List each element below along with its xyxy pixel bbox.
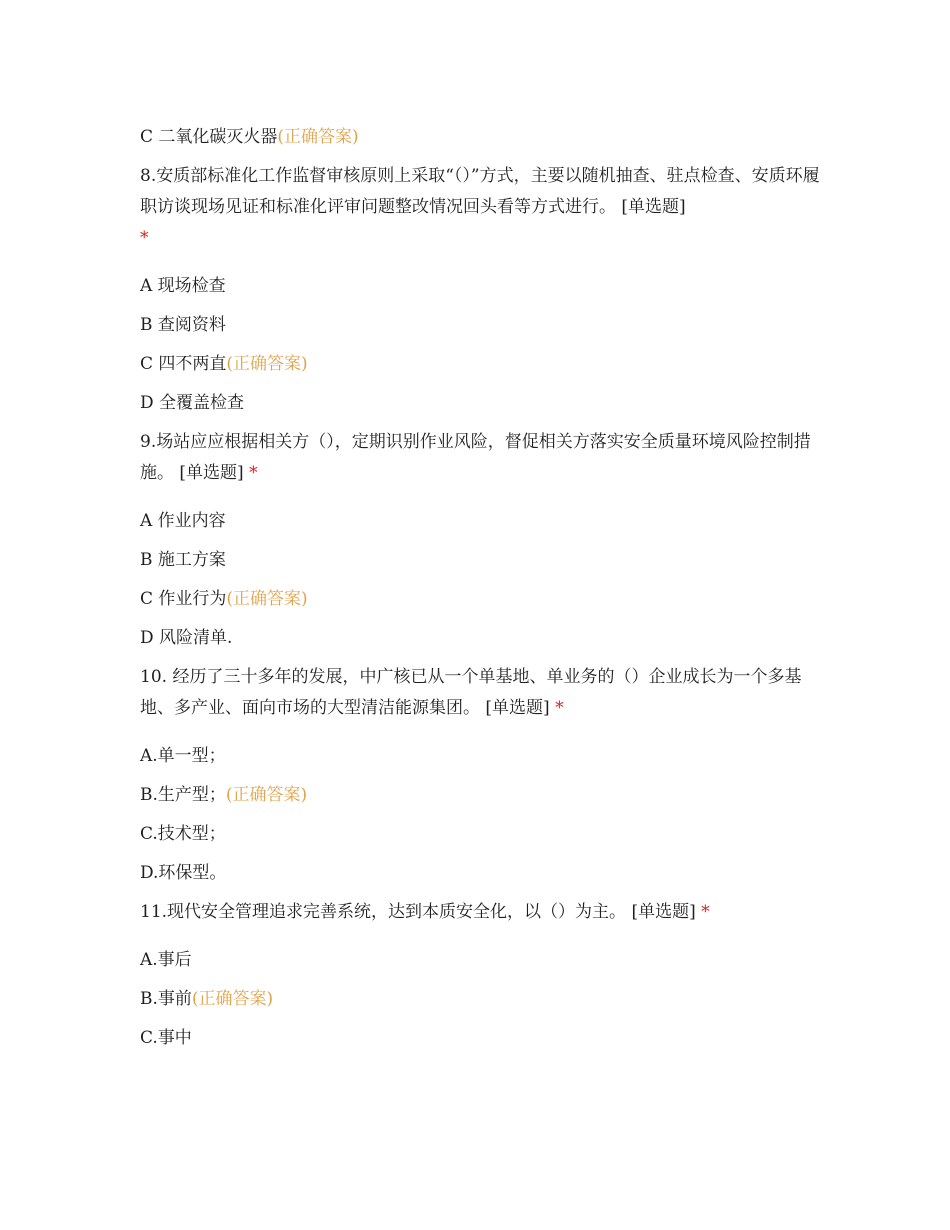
option-text: B.生产型； bbox=[140, 785, 226, 805]
question-9 bbox=[140, 427, 820, 489]
correct-answer-label: (正确答案) bbox=[277, 127, 359, 147]
document-page bbox=[140, 122, 820, 1062]
option-a bbox=[140, 271, 820, 302]
option-text: A 作业内容 bbox=[140, 511, 226, 531]
question-text: 9.场站应应根据相关方（），定期识别作业风险，督促相关方落实安全质量环境风险控制措施。 bbox=[140, 432, 811, 483]
question-8 bbox=[140, 161, 820, 254]
option-c bbox=[140, 1023, 820, 1054]
option-a bbox=[140, 945, 820, 976]
question-10 bbox=[140, 662, 820, 724]
correct-answer-label: (正确答案) bbox=[226, 589, 308, 609]
correct-answer-label: (正确答案) bbox=[225, 785, 308, 805]
option-d bbox=[140, 623, 820, 654]
option-text: C.技术型； bbox=[140, 824, 226, 844]
option-text: B.事前 bbox=[140, 989, 192, 1009]
option-text: A.单一型； bbox=[140, 746, 226, 766]
correct-answer-label: (正确答案) bbox=[226, 354, 308, 374]
option-text: C.事中 bbox=[140, 1028, 192, 1048]
option-a bbox=[140, 506, 820, 537]
option-d bbox=[140, 858, 820, 889]
option-c bbox=[140, 584, 820, 615]
option-b bbox=[140, 984, 820, 1015]
required-marker: * bbox=[249, 463, 258, 483]
option-text: D 全覆盖检查 bbox=[140, 393, 245, 413]
option-a bbox=[140, 741, 820, 772]
option-text: B 查阅资料 bbox=[140, 315, 226, 335]
required-marker: * bbox=[555, 698, 564, 718]
question-type: [单选题] bbox=[179, 463, 244, 483]
question-type: [单选题] bbox=[621, 197, 686, 217]
question-text: 8.安质部标准化工作监督审核原则上采取“（）”方式，主要以随机抽查、驻点检查、安质环履职访谈现场见证和标准化评审问题整改情况回头看等方式进行。 bbox=[140, 166, 820, 217]
required-marker: * bbox=[140, 228, 149, 248]
question-text: 10. 经历了三十多年的发展，中广核已从一个单基地、单业务的（）企业成长为一个多基地、多产业、面向市场的大型清洁能源集团。 bbox=[140, 667, 802, 718]
option-c-q7 bbox=[140, 122, 820, 153]
question-type: [单选题] bbox=[631, 902, 696, 922]
question-type: [单选题] bbox=[485, 698, 550, 718]
question-11 bbox=[140, 897, 820, 928]
question-text: 11.现代安全管理追求完善系统，达到本质安全化，以（）为主。 bbox=[140, 902, 627, 922]
correct-answer-label: (正确答案) bbox=[191, 989, 274, 1009]
option-text: A 现场检查 bbox=[140, 276, 226, 296]
option-b bbox=[140, 545, 820, 576]
option-text: D 风险清单. bbox=[140, 628, 233, 648]
option-text: C 作业行为 bbox=[140, 589, 227, 609]
option-b bbox=[140, 780, 820, 811]
required-marker: * bbox=[701, 902, 710, 922]
option-text: A.事后 bbox=[140, 950, 192, 970]
option-text: C 二氧化碳灭火器 bbox=[140, 127, 278, 147]
option-c bbox=[140, 349, 820, 380]
option-text: C 四不两直 bbox=[140, 354, 227, 374]
option-text: D.环保型。 bbox=[140, 863, 227, 883]
option-text: B 施工方案 bbox=[140, 550, 226, 570]
option-d bbox=[140, 388, 820, 419]
option-c bbox=[140, 819, 820, 850]
option-b bbox=[140, 310, 820, 341]
